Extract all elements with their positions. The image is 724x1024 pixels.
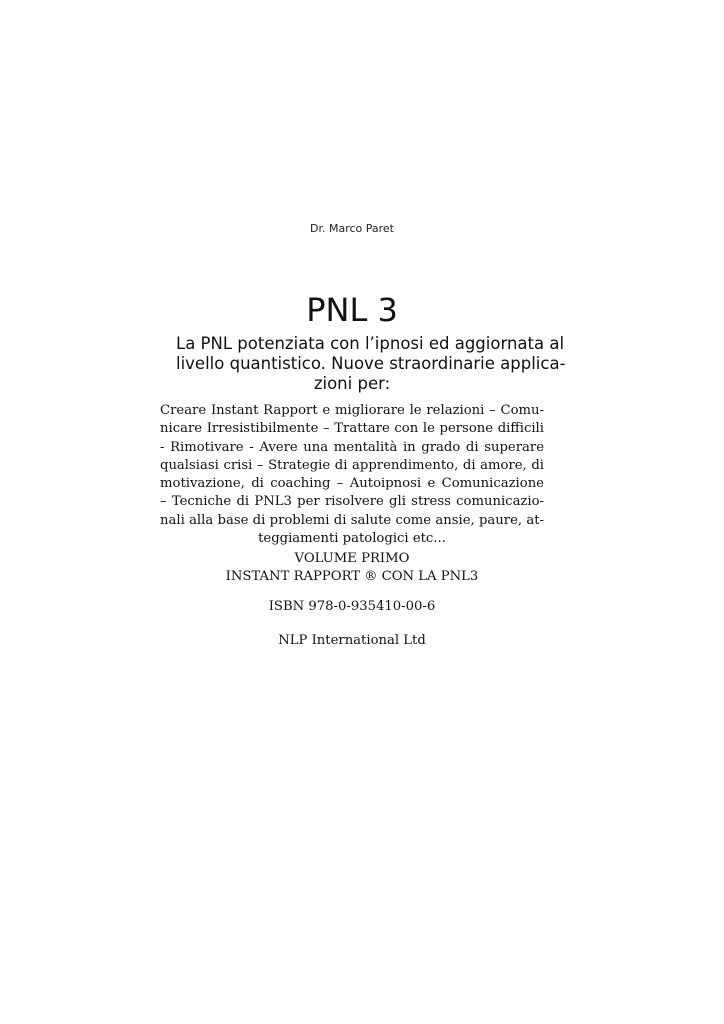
subtitle-line: La PNL potenziata con l’ipnosi ed aggiornata al xyxy=(176,334,565,353)
book-description xyxy=(160,402,544,548)
publisher-name: NLP International Ltd xyxy=(278,633,426,648)
book-title: PNL 3 xyxy=(306,291,398,329)
description-line: – Tecniche di PNL3 per risolvere gli stress comunicazio- xyxy=(160,494,544,510)
author-name: Dr. Marco Paret xyxy=(309,222,394,235)
book-subtitle xyxy=(176,334,566,394)
subtitle-line: livello quantistico. Nuove straordinarie applica- xyxy=(176,354,566,373)
volume-number: VOLUME PRIMO xyxy=(294,551,410,566)
description-line: teggiamenti patologici etc... xyxy=(258,531,446,547)
volume-title: INSTANT RAPPORT ® CON LA PNL3 xyxy=(225,569,479,584)
subtitle-line: zioni per: xyxy=(313,374,391,393)
description-line: qualsiasi crisi – Strategie di apprendimento, di amore, di xyxy=(160,457,544,473)
description-line: nicare Irresistibilmente – Trattare con le persone difficili xyxy=(160,421,544,437)
description-line: - Rimotivare - Avere una mentalità in grado di superare xyxy=(160,439,544,455)
description-line: motivazione, di coaching – Autoipnosi e Comunicazione xyxy=(160,476,544,492)
description-line: nali alla base di problemi di salute come ansie, paure, at- xyxy=(160,512,544,528)
isbn: ISBN 978-0-935410-00-6 xyxy=(268,599,436,614)
description-line: Creare Instant Rapport e migliorare le relazioni – Comu- xyxy=(160,403,544,418)
volume-block xyxy=(0,550,704,586)
